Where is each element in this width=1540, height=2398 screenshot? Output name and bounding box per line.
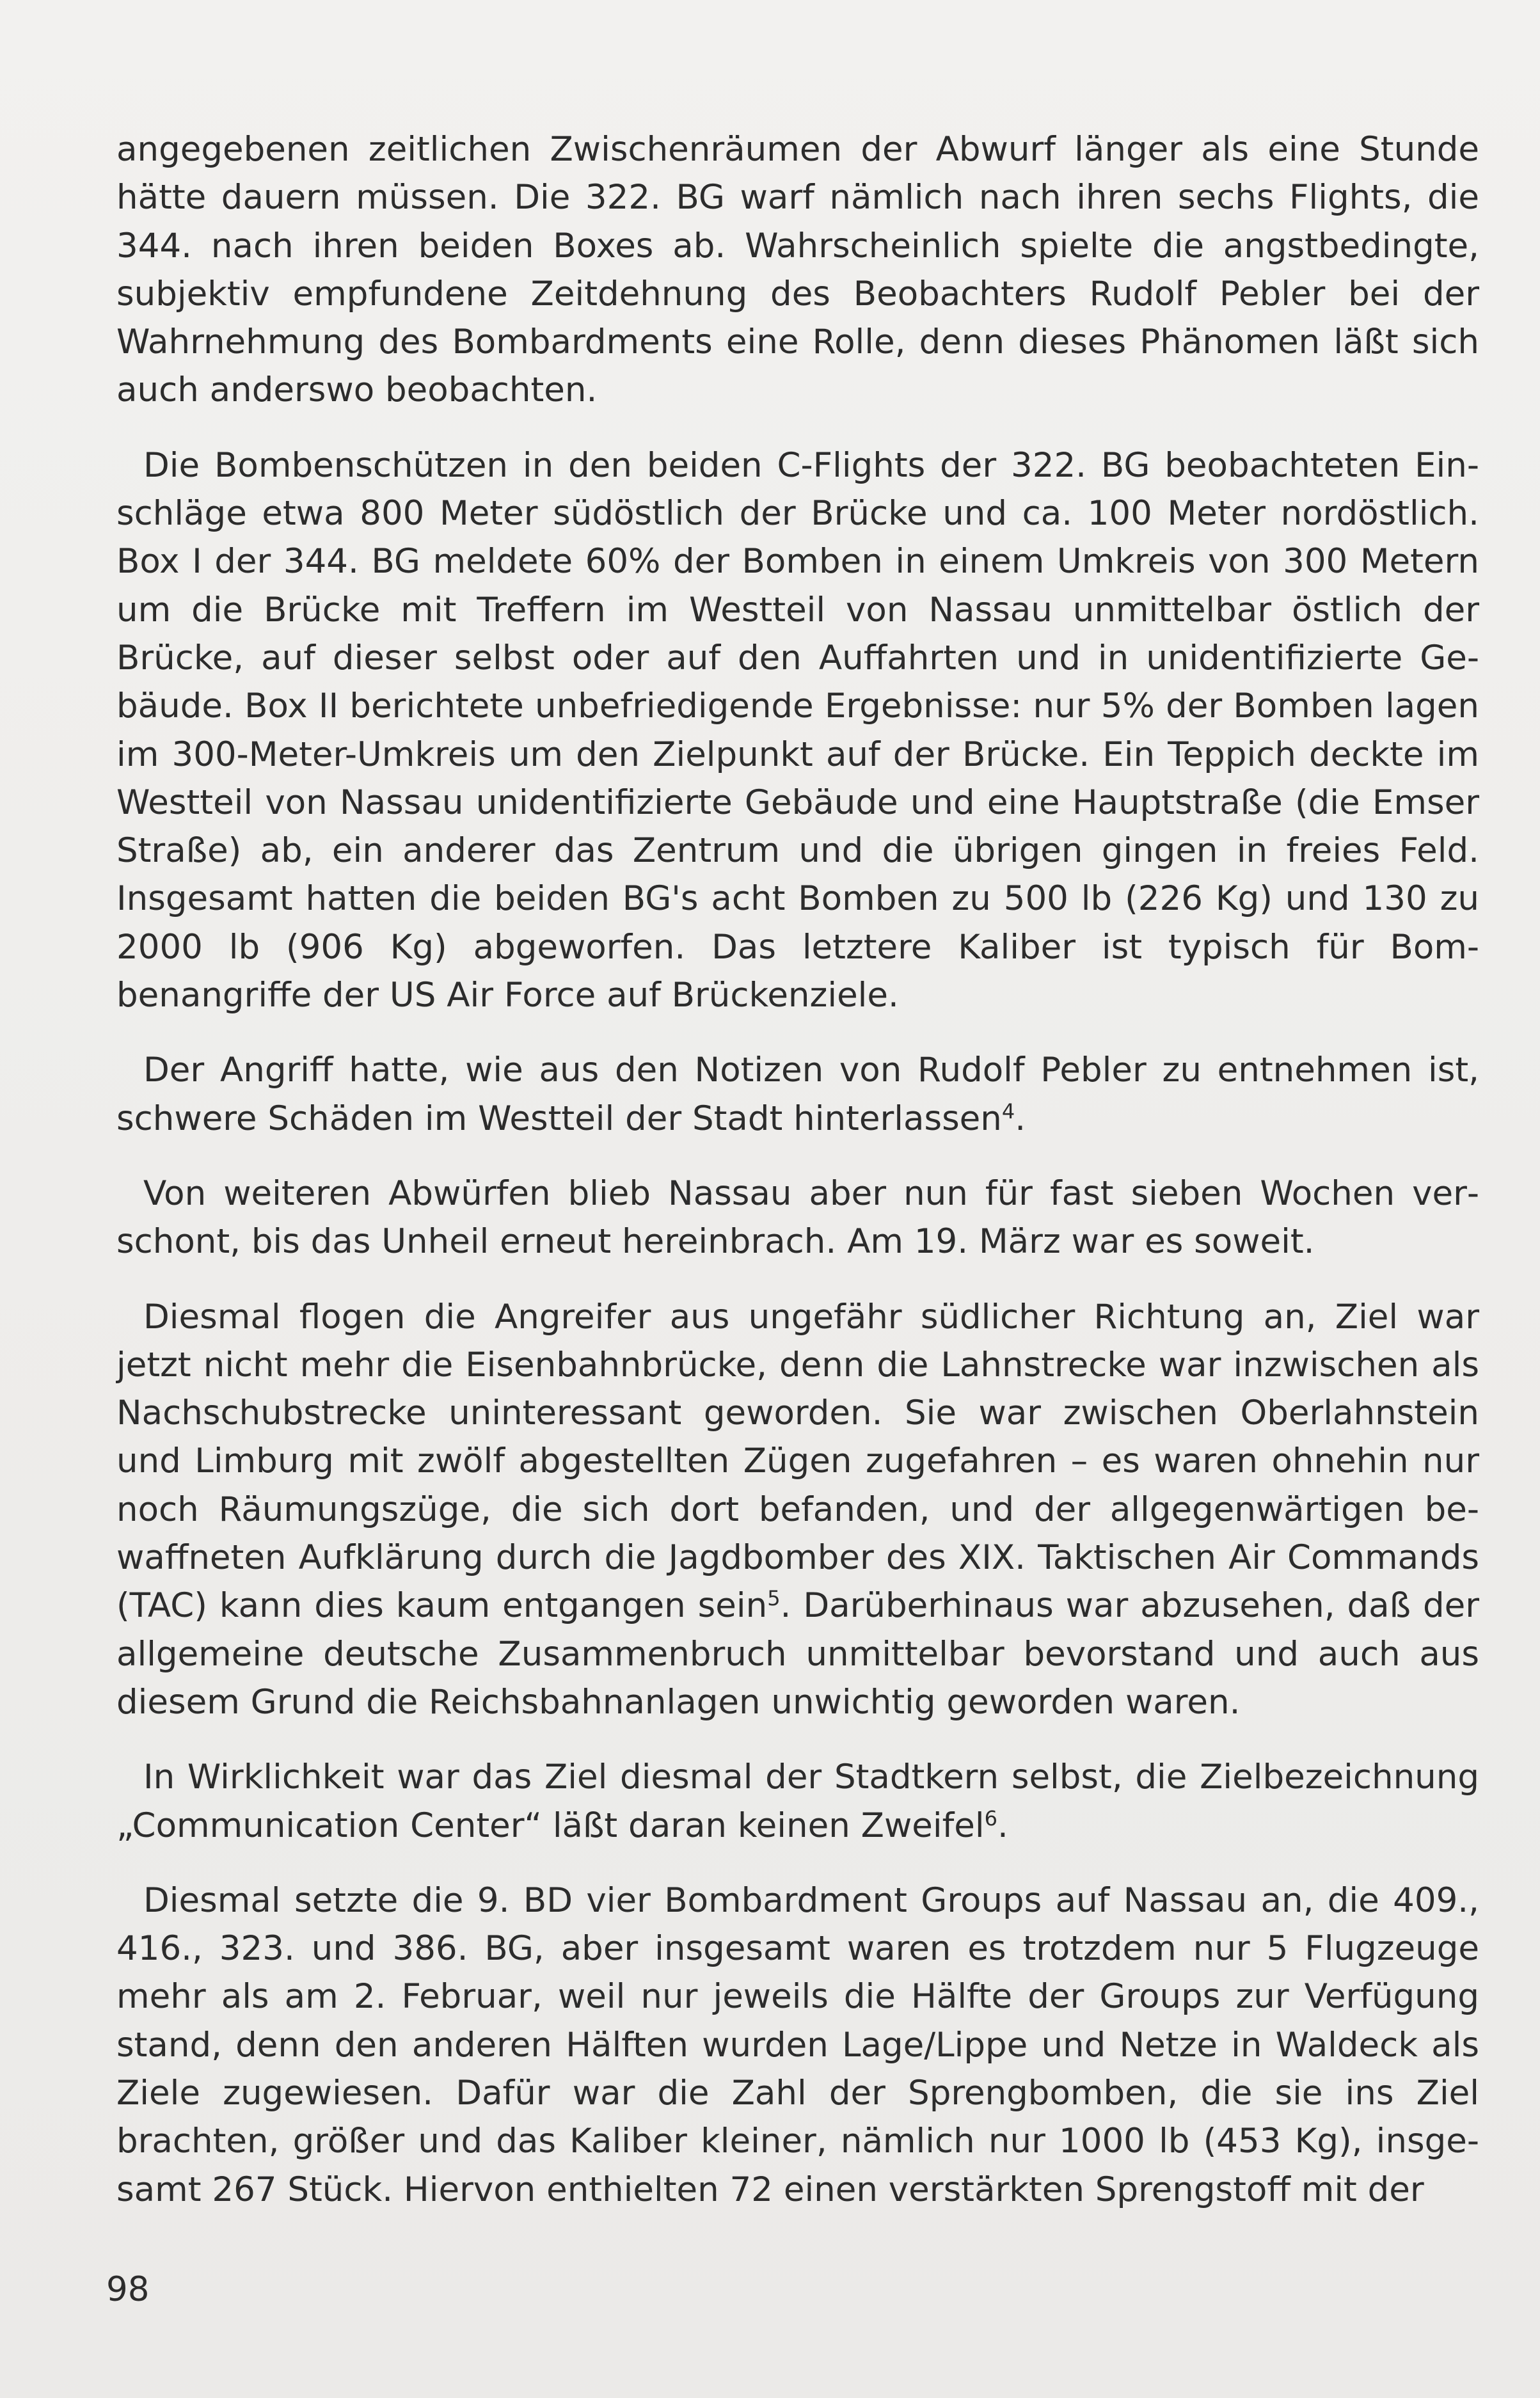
paragraph (116, 1046, 1479, 1143)
paragraph (116, 1170, 1479, 1266)
paragraph (116, 125, 1479, 415)
paragraph-text-suffix: . (997, 1806, 1008, 1845)
paragraph-text: angegebenen zeitlichen Zwischenräumen der Abwurf länger als eine Stunde hätte dauern müssen. Die 322. BG warf nämlich nach ihren sechs Flights, die 344. nach ihren beiden Boxes ab. Wahrscheinlich spielte die angstbedingte, subjektiv empfundene Zeitdehnung des Beobachters Rudolf Pebler bei der Wahrnehmung des Bombardments eine Rolle, denn dieses Phänomen läßt sich auch anderswo beobachten. (116, 130, 1479, 410)
paragraph-text: Diesmal setzte die 9. BD vier Bombardment Groups auf Nassau an, die 409., 416., 323. und 386. BG, aber insgesamt waren es trotzdem nur 5 Flugzeuge mehr als am 2. Februar, weil nur jeweils die Hälfte der Groups zur Verfügung stand, denn den anderen Hälften wurden Lage/Lippe und Netze in Waldeck als Ziele zugewiesen. Dafür war die Zahl der Sprengbomben, die sie ins Ziel brachten, größer und das Kaliber kleiner, nämlich nur 1000 lb (453 Kg), insgesamt 267 Stück. Hiervon enthielten 72 einen verstärkten Sprengstoff mit der (116, 1880, 1479, 2209)
paragraph-text: Der Angriff hatte, wie aus den Notizen von Rudolf Pebler zu entnehmen ist, schwere Schäden im Westteil der Stadt hinterlassen (116, 1051, 1479, 1138)
paragraph-text: In Wirklichkeit war das Ziel diesmal der Stadtkern selbst, die Zielbezeichnung „Communication Center“ läßt daran keinen Zweifel (116, 1758, 1479, 1845)
paragraph-text-suffix: . (1015, 1099, 1026, 1138)
paragraph-text: Von weiteren Abwürfen blieb Nassau aber nun für fast sieben Wochen verschont, bis das Unheil erneut hereinbrach. Am 19. März war es soweit. (116, 1173, 1479, 1262)
paragraph (116, 1877, 1479, 2214)
footnote-marker: 6 (984, 1806, 997, 1830)
body-text (116, 125, 1479, 2241)
page-number: 98 (106, 2270, 150, 2309)
paragraph-text-suffix: . Darüberhinaus war abzusehen, daß der allgemeine deutsche Zusammenbruch unmittelbar bevorstand und auch aus diesem Grund die Reichsbahnanlagen unwichtig geworden waren. (116, 1586, 1480, 1722)
paragraph-text: Die Bombenschützen in den beiden C-Flights der 322. BG beobachteten Einschläge etwa 800 Meter südöstlich der Brücke und ca. 100 Meter nordöstlich. Box I der 344. BG meldete 60% der Bomben in einem Umkreis von 300 Metern um die Brücke mit Treffern im Westteil von Nassau unmittelbar östlich der Brücke, auf dieser selbst oder auf den Auffahrten und in unidentifizierte Gebäude. Box II berichtete unbefriedigende Ergebnisse: nur 5% der Bomben lagen im 300-Meter-Umkreis um den Zielpunkt auf der Brücke. Ein Teppich deckte im Westteil von Nassau unidentifizierte Gebäude und eine Hauptstraße (die Emser Straße) ab, ein anderer das Zentrum und die übrigen gingen in freies Feld. Insgesamt hatten die beiden BG's acht Bomben zu 500 lb (226 Kg) und 130 zu 2000 lb (906 Kg) abgeworfen. Das letztere Kaliber ist typisch für Bombenangriffe der US Air Force auf Brückenziele. (116, 445, 1479, 1015)
paragraph (116, 441, 1479, 1020)
paragraph (116, 1293, 1479, 1727)
footnote-marker: 4 (1001, 1099, 1015, 1124)
paragraph-text: Diesmal flogen die Angreifer aus ungefähr südlicher Richtung an, Ziel war jetzt nicht mehr die Eisenbahnbrücke, denn die Lahnstrecke war inzwischen als Nachschubstrecke uninteressant geworden. Sie war zwischen Oberlahnstein und Limburg mit zwölf abgestellten Zügen zugefahren – es waren ohnehin nur noch Räumungszüge, die sich dort befanden, und der allgegenwärtigen bewaffneten Aufklärung durch die Jagdbomber des XIX. Taktischen Air Commands (TAC) kann dies kaum entgangen sein (116, 1297, 1479, 1626)
footnote-marker: 5 (767, 1586, 781, 1611)
paragraph (116, 1753, 1479, 1850)
